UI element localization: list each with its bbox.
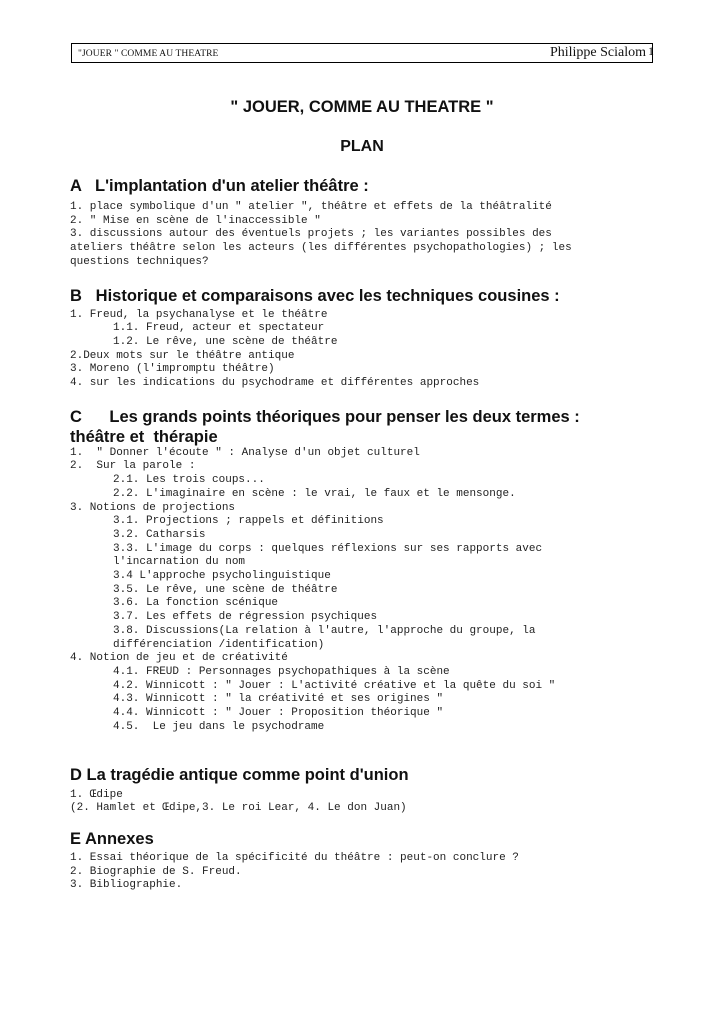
outline-item: ateliers théâtre selon les acteurs (les différentes psychopathologies) ; les [70, 242, 572, 255]
section-heading: A L'implantation d'un atelier théâtre : [70, 177, 369, 195]
section-heading-continued: théâtre et thérapie [70, 427, 218, 446]
outline-item: 3.3. L'image du corps : quelques réflexions sur ses rapports avec [113, 542, 543, 555]
header-document-title: "JOUER " COMME AU THEATRE [78, 49, 219, 59]
outline-item: 1. " Donner l'écoute " : Analyse d'un objet culturel [70, 446, 420, 459]
section-heading: C Les grands points théoriques pour penser les deux termes : [70, 407, 580, 426]
outline-item: 3. Bibliographie. [70, 879, 183, 892]
outline-item: 3.2. Catharsis [113, 528, 206, 541]
outline-item: 1.1. Freud, acteur et spectateur [113, 322, 325, 335]
outline-item: 2. " Mise en scène de l'inaccessible " [70, 214, 321, 227]
outline-item: différenciation /identification) [113, 638, 325, 651]
outline-item: 3. discussions autour des éventuels projets ; les variantes possibles des [70, 228, 552, 241]
outline-item: 1. Freud, la psychanalyse et le théâtre [70, 308, 328, 321]
outline-item: 2.1. Les trois coups... [113, 474, 265, 487]
page-header [71, 43, 653, 63]
header-author: Philippe Scialom [549, 45, 646, 60]
page-number: 1 [648, 44, 654, 58]
outline-item: 3. Moreno (l'impromptu théâtre) [70, 363, 275, 376]
outline-item: 4. Notion de jeu et de créativité [70, 652, 288, 665]
outline-item: 4.4. Winnicott : " Jouer : Proposition théorique " [113, 707, 444, 720]
outline-item: 2. Biographie de S. Freud. [70, 865, 242, 878]
plan-heading: PLAN [340, 138, 384, 155]
section-heading: B Historique et comparaisons avec les techniques cousines : [70, 286, 560, 305]
outline-item: 1. Essai théorique de la spécificité du théâtre : peut-on conclure ? [70, 851, 519, 864]
section-heading: E Annexes [70, 829, 154, 848]
outline-item: 2.Deux mots sur le théâtre antique [70, 349, 295, 362]
outline-item: (2. Hamlet et Œdipe,3. Le roi Lear, 4. Le don Juan) [70, 802, 407, 815]
section-d [70, 765, 670, 816]
outline-item: 1.2. Le rêve, une scène de théâtre [113, 335, 338, 348]
document-body [70, 176, 670, 893]
outline-item: 3. Notions de projections [70, 501, 236, 514]
outline-item: 1. place symbolique d'un " atelier ", théâtre et effets de la théâtralité [70, 201, 552, 213]
section-b [70, 286, 670, 391]
section-e [70, 829, 670, 893]
outline-item: 1. Œdipe [70, 788, 123, 801]
outline-item: 4.5. Le jeu dans le psychodrame [113, 720, 325, 733]
outline-item: 3.7. Les effets de régression psychiques [113, 611, 378, 624]
section-c [70, 407, 670, 735]
outline-item: 3.1. Projections ; rappels et définitions [113, 515, 384, 528]
section-heading: D La tragédie antique comme point d'union [70, 765, 409, 784]
document-title: " JOUER, COMME AU THEATRE " [230, 98, 494, 116]
outline-item: 4.2. Winnicott : " Jouer : L'activité créative et la quête du soi " [113, 679, 556, 692]
outline-item: 4.3. Winnicott : " la créativité et ses origines " [113, 693, 444, 706]
outline-item: 3.4 L'approche psycholinguistique [113, 570, 331, 583]
outline-item: 4.1. FREUD : Personnages psychopathiques à la scène [113, 665, 450, 678]
outline-item: 2.2. L'imaginaire en scène : le vrai, le faux et le mensonge. [113, 487, 516, 500]
outline-item: 2. Sur la parole : [70, 460, 196, 473]
outline-item: 3.6. La fonction scénique [113, 597, 279, 610]
outline-item: l'incarnation du nom [113, 556, 246, 569]
outline-item: 3.8. Discussions(La relation à l'autre, l'approche du groupe, la [113, 624, 536, 637]
outline-item: 4. sur les indications du psychodrame et différentes approches [70, 377, 480, 390]
outline-item: questions techniques? [70, 255, 209, 268]
section-a [70, 176, 670, 270]
outline-item: 3.5. Le rêve, une scène de théâtre [113, 583, 338, 596]
